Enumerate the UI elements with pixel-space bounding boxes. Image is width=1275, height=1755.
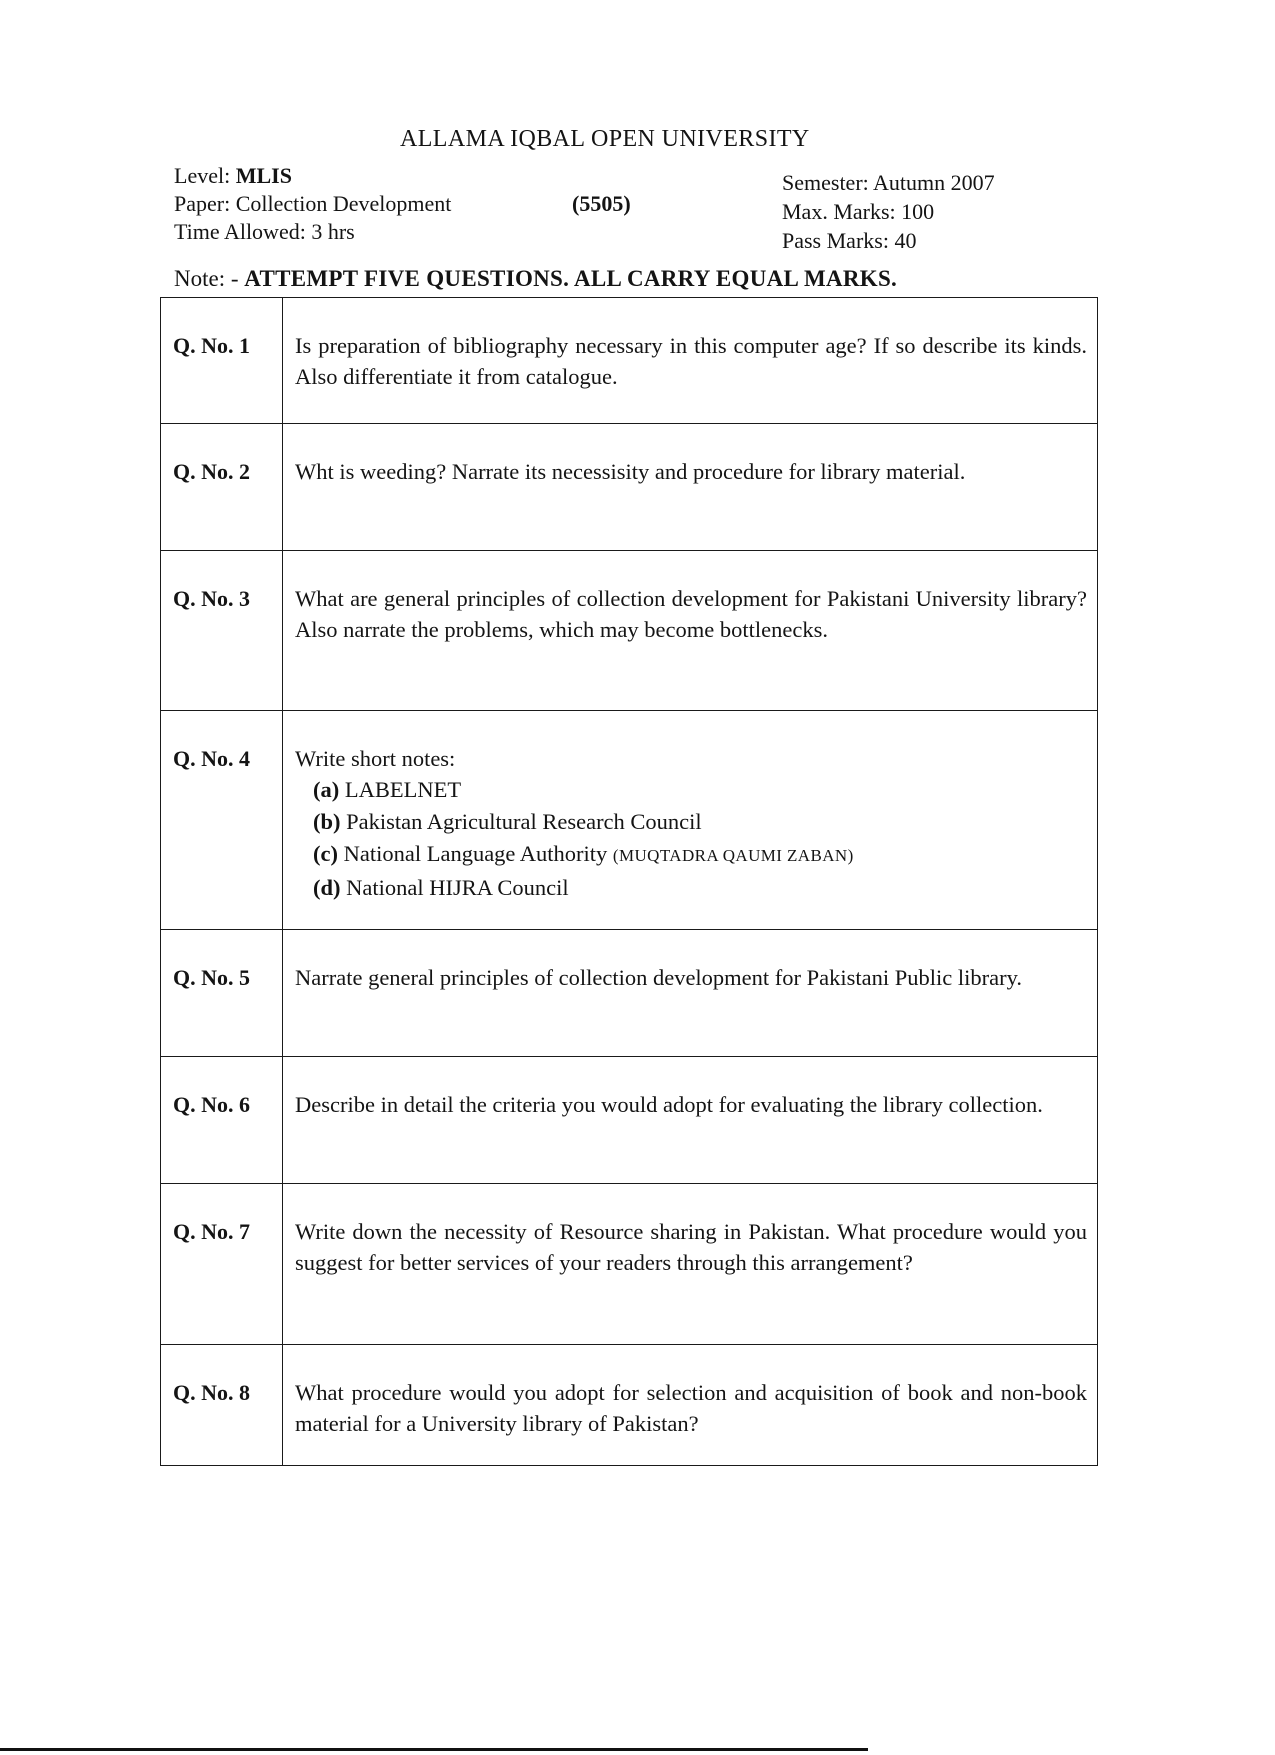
page-bottom-rule (0, 1748, 868, 1751)
question-number: Q. No. 5 (161, 930, 283, 1056)
question-number: Q. No. 1 (161, 298, 283, 423)
question-number: Q. No. 7 (161, 1184, 283, 1344)
question-text: Describe in detail the criteria you would adopt for evaluating the library collection. (295, 1092, 1043, 1117)
list-item (313, 872, 1087, 904)
paper-code: (5505) (572, 191, 631, 216)
level-label: Level: (174, 163, 231, 188)
item-text: LABELNET (344, 777, 462, 802)
question-row-8 (161, 1345, 1097, 1466)
pass-marks: Pass Marks: 40 (782, 228, 917, 253)
questions-table (160, 297, 1098, 1466)
list-item (313, 806, 1087, 838)
time-value: 3 hrs (311, 219, 355, 244)
question-text-block (283, 711, 1097, 929)
short-notes-list (313, 774, 1087, 904)
item-suffix: (MUQTADRA QAUMI ZABAN) (612, 846, 854, 865)
level-line (174, 162, 451, 190)
question-row-7 (161, 1184, 1097, 1345)
instructions-note (174, 266, 897, 292)
item-text: National Language Authority (343, 841, 608, 866)
question-text: What are general principles of collection development for Pakistani University library? Also narrate the problems, which may become bottlenecks. (295, 586, 1087, 642)
item-label: (b) (313, 809, 341, 834)
question-row-3 (161, 551, 1097, 711)
semester: Semester: Autumn 2007 (782, 170, 995, 195)
question-text: Write down the necessity of Resource sharing in Pakistan. What procedure would you suggest for better services of your readers through this arrangement? (295, 1219, 1087, 1275)
question-number: Q. No. 6 (161, 1057, 283, 1183)
question-number: Q. No. 8 (161, 1345, 283, 1465)
time-label: Time Allowed: (174, 219, 306, 244)
list-item (313, 838, 1087, 872)
list-item (313, 774, 1087, 806)
question-number: Q. No. 2 (161, 424, 283, 550)
paper-label: Paper: (174, 191, 231, 216)
question-text: What procedure would you adopt for selection and acquisition of book and non-book material for a University library of Pakistan? (295, 1380, 1087, 1436)
note-text: ATTEMPT FIVE QUESTIONS. ALL CARRY EQUAL MARKS. (244, 266, 898, 291)
exam-meta-left (174, 162, 631, 246)
item-text: Pakistan Agricultural Research Council (346, 809, 702, 834)
question-row-5 (161, 930, 1097, 1057)
note-prefix: Note: - (174, 266, 239, 291)
question-text: Wht is weeding? Narrate its necessisity and procedure for library material. (295, 459, 966, 484)
item-label: (d) (313, 875, 341, 900)
question-text: Write short notes: (295, 746, 456, 771)
question-text: Narrate general principles of collection development for Pakistani Public library. (295, 965, 1023, 990)
question-row-2 (161, 424, 1097, 551)
item-label: (a) (313, 777, 340, 802)
question-row-1 (161, 298, 1097, 424)
question-number: Q. No. 3 (161, 551, 283, 710)
time-line (174, 218, 451, 246)
max-marks: Max. Marks: 100 (782, 199, 935, 224)
question-row-4 (161, 711, 1097, 930)
university-title: ALLAMA IQBAL OPEN UNIVERSITY (400, 126, 810, 152)
question-number: Q. No. 4 (161, 711, 283, 929)
item-text: National HIJRA Council (346, 875, 569, 900)
item-label: (c) (313, 841, 338, 866)
paper-line (174, 190, 631, 218)
question-text: Is preparation of bibliography necessary in this computer age? If so describe its kinds. Also differentiate it from catalogue. (295, 333, 1087, 389)
level-value: MLIS (235, 163, 292, 188)
paper-value: Collection Development (235, 191, 452, 216)
exam-meta-right (782, 168, 995, 255)
question-row-6 (161, 1057, 1097, 1184)
